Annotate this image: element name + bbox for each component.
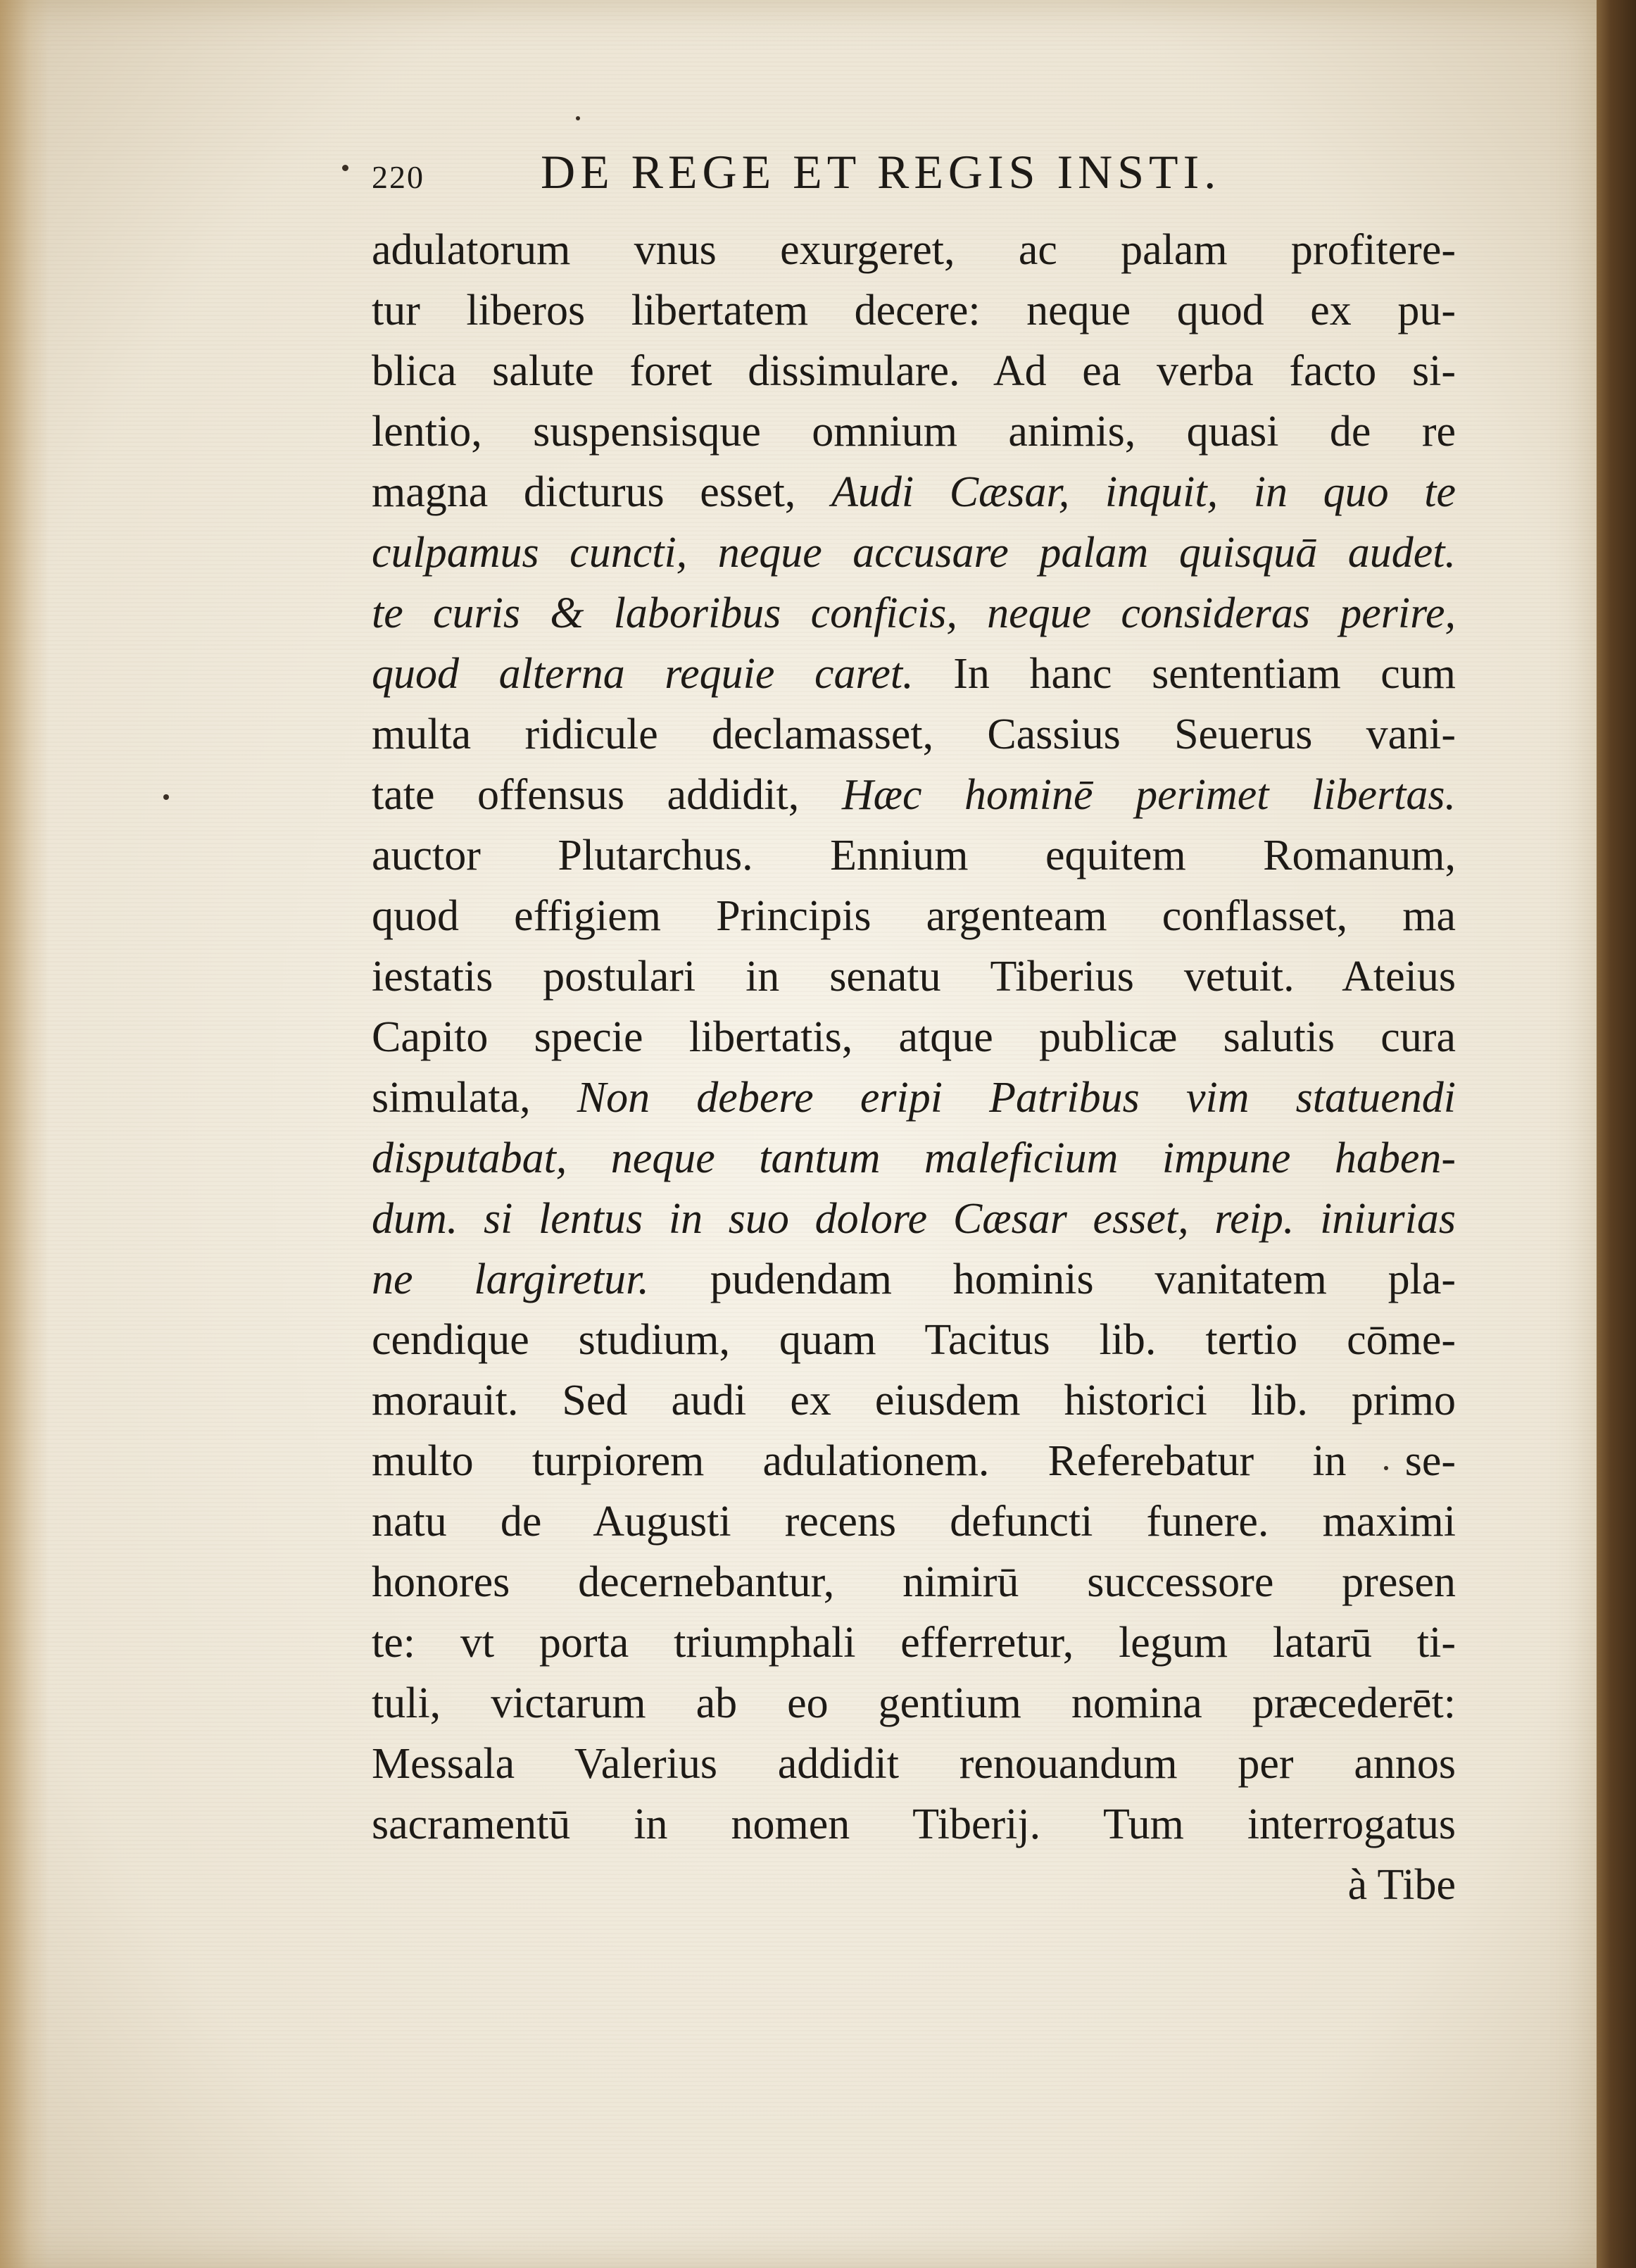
running-head [372,144,1456,208]
text-line [372,1612,1456,1673]
text-line [372,280,1456,341]
roman-text: multa ridicule declamasset, Cassius Seuerus vani- [372,710,1456,758]
roman-text: honores decernebantur, nimirū successore presen [372,1558,1456,1606]
roman-text: cendique studium, quam Tacitus lib. tertio cōme- [372,1316,1456,1364]
speck [163,794,169,800]
roman-text: morauit. Sed audi ex eiusdem historici lib. primo [372,1377,1456,1424]
italic-quotation: Hæc hominē perimet libertas. [841,771,1456,819]
text-line [372,704,1456,765]
roman-text: lentio, suspensisque omnium animis, quasi de re [372,408,1456,456]
running-head-title: DE REGE ET REGIS INSTI. [541,145,1221,199]
roman-text: magna dicturus esset, [372,468,831,516]
roman-text: tur liberos libertatem decere: neque quod ex pu- [372,287,1456,334]
italic-quotation: te curis & laboribus conficis, neque consideras perire, [372,589,1456,637]
italic-quotation: disputabat, neque tantum maleficium impune haben- [372,1134,1456,1182]
text-line [372,1067,1456,1128]
book-binding-edge [1594,0,1636,2268]
page-gutter-stain [0,0,49,2268]
text-line [372,1673,1456,1734]
italic-quotation: quod alterna requie caret. [372,650,914,698]
roman-text: Capito specie libertatis, atque publicæ salutis cura [372,1013,1456,1061]
text-line [372,220,1456,280]
roman-text: adulatorum vnus exurgeret, ac palam profitere- [372,226,1456,274]
text-line [372,946,1456,1007]
roman-text: pudendam hominis vanitatem pla- [648,1255,1456,1303]
roman-text: iestatis postulari in senatu Tiberius vetuit. Ateius [372,953,1456,1001]
text-line [372,1189,1456,1249]
text-line [372,1310,1456,1370]
italic-quotation: culpamus cuncti, neque accusare palam quisquā audet. [372,529,1456,577]
roman-text: In hanc sententiam cum [913,650,1456,698]
text-line [372,1491,1456,1552]
catchword: à Tibe [1347,1861,1456,1909]
text-line [372,401,1456,462]
roman-text: tate offensus addidit, [372,771,842,819]
roman-text: auctor Plutarchus. Ennium equitem Romanum, [372,832,1456,879]
roman-text: natu de Augusti recens defuncti funere. maximi [372,1498,1456,1546]
text-line [372,1552,1456,1612]
speck [342,165,348,171]
text-line [372,1128,1456,1189]
roman-text: simulata, [372,1074,577,1122]
text-line [372,1249,1456,1310]
body-text [372,220,1456,1915]
text-line [372,1734,1456,1794]
text-line [372,1794,1456,1855]
roman-text: tuli, victarum ab eo gentium nomina præcederēt: [372,1679,1456,1727]
text-line [372,1370,1456,1431]
italic-quotation: Audi Cæsar, inquit, in quo te [831,468,1456,516]
roman-text: Messala Valerius addidit renouandum per annos [372,1740,1456,1788]
page-number: 220 [372,159,424,195]
roman-text: multo turpiorem adulationem. Referebatur in se- [372,1437,1456,1485]
roman-text: sacramentū in nomen Tiberij. Tum interrogatus [372,1800,1456,1848]
text-line [372,341,1456,401]
text-line [372,583,1456,644]
italic-quotation: Non debere eripi Patribus vim statuendi [577,1074,1456,1122]
italic-quotation: dum. si lentus in suo dolore Cæsar esset, reip. iniurias [372,1195,1456,1243]
roman-text: te: vt porta triumphali efferretur, legum latarū ti- [372,1619,1456,1667]
text-line [372,1431,1456,1491]
text-line [372,825,1456,886]
italic-quotation: ne largiretur. [372,1255,649,1303]
text-line [372,644,1456,704]
text-line [372,462,1456,522]
text-line [372,1007,1456,1067]
speck [576,116,580,120]
text-line [372,765,1456,825]
text-line [372,522,1456,583]
text-line [372,886,1456,946]
roman-text: blica salute foret dissimulare. Ad ea verba facto si- [372,347,1456,395]
roman-text: quod effigiem Principis argenteam conflasset, ma [372,892,1456,940]
